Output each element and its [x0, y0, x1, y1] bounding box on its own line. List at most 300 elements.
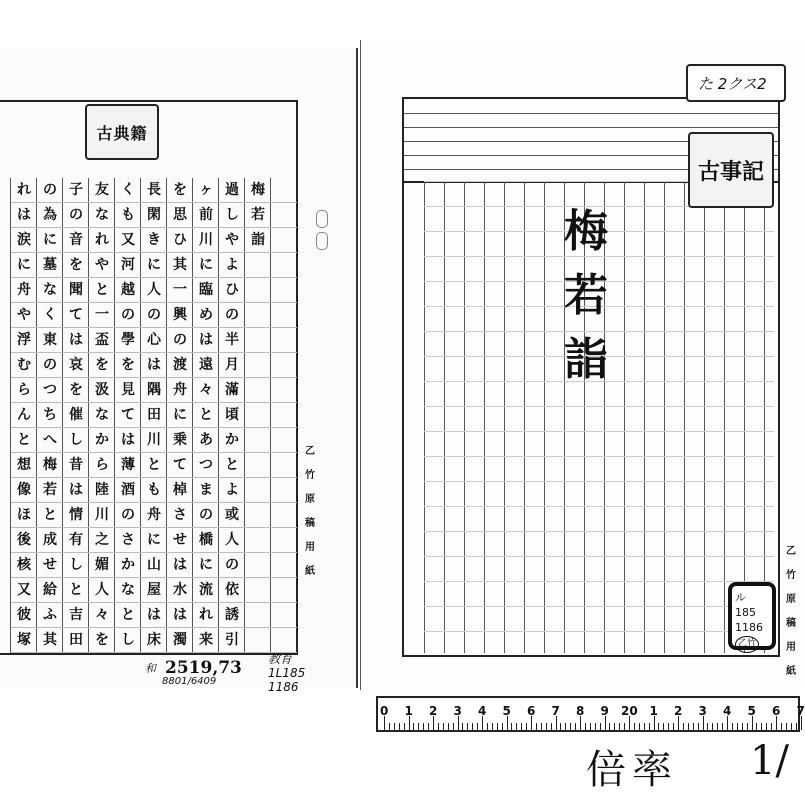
manuscript-cell: 像: [11, 478, 37, 503]
manuscript-cell: [271, 528, 297, 553]
manuscript-cell: な: [89, 203, 115, 228]
manuscript-cell: し: [63, 553, 89, 578]
manuscript-cell: [271, 353, 297, 378]
grid-column-line: [504, 181, 505, 653]
manuscript-cell: ち: [37, 403, 63, 428]
grid-row-line: [424, 581, 774, 582]
ruler-label: 0: [380, 704, 389, 718]
ruler-tick: [531, 716, 532, 730]
manuscript-cell: 音: [63, 228, 89, 253]
text-column: [166, 178, 193, 653]
manuscript-cell: し: [63, 428, 89, 453]
ruler-tick: [619, 723, 620, 730]
manuscript-cell: 催: [63, 403, 89, 428]
ruler-tick: [688, 723, 689, 730]
manuscript-cell: よ: [219, 478, 245, 503]
manuscript-cell: 陸: [89, 478, 115, 503]
manuscript-cell: は: [193, 328, 219, 353]
ruler-tick: [477, 723, 478, 730]
manuscript-cell: 越: [115, 278, 141, 303]
manuscript-cell: 盃: [89, 328, 115, 353]
manuscript-cell: に: [141, 528, 167, 553]
manuscript-cell: の: [115, 503, 141, 528]
manuscript-cell: や: [219, 228, 245, 253]
manuscript-cell: 興: [167, 303, 193, 328]
manuscript-cell: 吉: [63, 603, 89, 628]
ruler-tick: [541, 723, 542, 730]
ruler-tick: [462, 723, 463, 730]
manuscript-cell: て: [167, 453, 193, 478]
manuscript-cell: [245, 553, 271, 578]
grid-row-line: [424, 556, 774, 557]
ruler-tick: [801, 716, 802, 730]
grid-row-line: [424, 456, 774, 457]
paper-maker-char: 乙: [786, 546, 796, 557]
ruler-tick: [580, 716, 581, 730]
ruler-label: 1: [649, 704, 658, 718]
manuscript-cell: [271, 403, 297, 428]
manuscript-cell: [271, 428, 297, 453]
right-paper-maker: [782, 540, 800, 684]
manuscript-cell: 墓: [37, 253, 63, 278]
manuscript-cell: 東: [37, 328, 63, 353]
scale-ruler: [376, 696, 805, 732]
left-text-columns: [0, 178, 296, 653]
manuscript-cell: と: [89, 278, 115, 303]
ruler-tick: [551, 723, 552, 730]
manuscript-cell: と: [141, 453, 167, 478]
ruler-tick: [511, 723, 512, 730]
catalog-prefix: 和: [145, 662, 156, 675]
manuscript-cell: か: [219, 428, 245, 453]
manuscript-cell: は: [167, 603, 193, 628]
manuscript-cell: く: [37, 303, 63, 328]
manuscript-cell: [271, 378, 297, 403]
binding-hole: [316, 232, 328, 250]
manuscript-cell: [245, 578, 271, 603]
manuscript-cell: 思: [167, 203, 193, 228]
ruler-tick: [404, 723, 405, 730]
manuscript-cell: [271, 578, 297, 603]
manuscript-cell: は: [141, 353, 167, 378]
catalog-number: 2519,73: [165, 658, 242, 678]
ruler-tick: [605, 716, 606, 730]
grid-row-line: [424, 506, 774, 507]
ruler-label: 9: [600, 704, 609, 718]
manuscript-cell: に: [193, 253, 219, 278]
manuscript-cell: 河: [115, 253, 141, 278]
manuscript-cell: 聞: [63, 278, 89, 303]
manuscript-cell: き: [141, 228, 167, 253]
manuscript-cell: 前: [193, 203, 219, 228]
text-column: [10, 178, 37, 653]
manuscript-cell: 田: [141, 403, 167, 428]
paper-maker-char: 竹: [305, 470, 315, 481]
manuscript-cell: [271, 278, 297, 303]
manuscript-cell: 一: [89, 303, 115, 328]
manuscript-cell: 山: [141, 553, 167, 578]
manuscript-cell: 閑: [141, 203, 167, 228]
manuscript-cell: [245, 478, 271, 503]
ruler-tick: [560, 723, 561, 730]
manuscript-cell: 橋: [193, 528, 219, 553]
paper-maker-char: 紙: [786, 666, 796, 677]
ruler-tick: [600, 723, 601, 730]
manuscript-cell: 人: [141, 278, 167, 303]
manuscript-cell: ま: [193, 478, 219, 503]
manuscript-cell: [271, 503, 297, 528]
manuscript-cell: 頃: [219, 403, 245, 428]
manuscript-cell: も: [115, 203, 141, 228]
ruler-tick: [423, 723, 424, 730]
text-column: [62, 178, 89, 653]
title-char: 若: [564, 270, 608, 321]
ruler-tick: [668, 723, 669, 730]
ruler-tick: [609, 723, 610, 730]
manuscript-cell: 又: [115, 228, 141, 253]
text-column: [114, 178, 141, 653]
text-column: [140, 178, 167, 653]
ruler-tick: [771, 723, 772, 730]
manuscript-cell: [245, 628, 271, 653]
manuscript-cell: と: [63, 578, 89, 603]
ruler-tick: [585, 723, 586, 730]
manuscript-cell: は: [11, 203, 37, 228]
manuscript-cell: 又: [11, 578, 37, 603]
ruler-tick: [654, 716, 655, 730]
manuscript-cell: は: [63, 478, 89, 503]
manuscript-cell: 川: [193, 228, 219, 253]
sub-number: 8801/6409: [162, 676, 217, 687]
manuscript-cell: 給: [37, 578, 63, 603]
manuscript-cell: の: [219, 303, 245, 328]
text-column: [88, 178, 115, 653]
grid-column-line: [464, 181, 465, 653]
manuscript-cell: 涙: [11, 228, 37, 253]
manuscript-cell: や: [89, 253, 115, 278]
manuscript-cell: 友: [89, 178, 115, 203]
grid-column-line: [704, 181, 705, 653]
ruler-tick: [526, 723, 527, 730]
manuscript-cell: か: [89, 428, 115, 453]
manuscript-cell: 學: [115, 328, 141, 353]
title-char: 詣: [564, 334, 608, 385]
manuscript-cell: 若: [37, 478, 63, 503]
manuscript-cell: せ: [37, 553, 63, 578]
ruler-tick: [698, 723, 699, 730]
paper-maker-char: 竹: [786, 570, 796, 581]
text-column: [218, 178, 245, 653]
ruler-label: 5: [747, 704, 756, 718]
manuscript-cell: を: [63, 253, 89, 278]
manuscript-cell: ヶ: [193, 178, 219, 203]
binding-hole: [316, 210, 328, 228]
ruler-tick: [639, 723, 640, 730]
ruler-tick: [487, 723, 488, 730]
manuscript-cell: [245, 503, 271, 528]
manuscript-cell: 浮: [11, 328, 37, 353]
manuscript-cell: あ: [193, 428, 219, 453]
ruler-tick: [516, 723, 517, 730]
header-rule: [404, 127, 778, 128]
manuscript-cell: か: [115, 553, 141, 578]
catalog-box: [728, 582, 776, 650]
manuscript-cell: む: [11, 353, 37, 378]
ruler-tick: [492, 723, 493, 730]
manuscript-cell: に: [37, 228, 63, 253]
manuscript-cell: [271, 178, 297, 203]
ruler-tick: [507, 716, 508, 730]
manuscript-cell: [245, 403, 271, 428]
manuscript-cell: 子: [63, 178, 89, 203]
ruler-label: 20: [621, 704, 638, 718]
ruler-tick: [766, 723, 767, 730]
library-seal-left: 古典籍: [85, 104, 159, 160]
manuscript-cell: 乗: [167, 428, 193, 453]
manuscript-cell: [245, 378, 271, 403]
grid-row-line: [424, 481, 774, 482]
manuscript-cell: の: [115, 303, 141, 328]
ruler-label: 4: [478, 704, 487, 718]
catalog-stamp: 乙竹: [735, 636, 759, 653]
manuscript-cell: ひ: [167, 228, 193, 253]
manuscript-cell: の: [63, 203, 89, 228]
ruler-tick: [595, 723, 596, 730]
ruler-label: 8: [576, 704, 585, 718]
manuscript-cell: 有: [63, 528, 89, 553]
manuscript-cell: 媚: [89, 553, 115, 578]
manuscript-cell: 彼: [11, 603, 37, 628]
manuscript-cell: 滿: [219, 378, 245, 403]
paper-maker-char: 稿: [305, 518, 315, 529]
manuscript-cell: 其: [37, 628, 63, 653]
ruler-tick: [409, 716, 410, 730]
ruler-tick: [703, 716, 704, 730]
ruler-tick: [717, 723, 718, 730]
ruler-tick: [629, 716, 630, 730]
manuscript-cell: [271, 303, 297, 328]
ruler-label: 5: [502, 704, 511, 718]
manuscript-cell: せ: [167, 528, 193, 553]
ruler-tick: [570, 723, 571, 730]
manuscript-cell: に: [141, 253, 167, 278]
grid-column-line: [684, 181, 685, 653]
ruler-tick: [732, 723, 733, 730]
manuscript-cell: を: [115, 353, 141, 378]
ruler-tick: [521, 723, 522, 730]
manuscript-cell: 後: [11, 528, 37, 553]
ruler-tick: [472, 723, 473, 730]
manuscript-cell: と: [11, 428, 37, 453]
ruler-tick: [497, 723, 498, 730]
manuscript-cell: 田: [63, 628, 89, 653]
manuscript-cell: [245, 528, 271, 553]
manuscript-cell: 長: [141, 178, 167, 203]
manuscript-cell: れ: [11, 178, 37, 203]
ruler-label: 3: [698, 704, 707, 718]
manuscript-cell: [245, 253, 271, 278]
manuscript-cell: 之: [89, 528, 115, 553]
manuscript-cell: 想: [11, 453, 37, 478]
ruler-tick: [384, 716, 385, 730]
manuscript-cell: [271, 228, 297, 253]
manuscript-cell: 過: [219, 178, 245, 203]
ruler-tick: [590, 723, 591, 730]
manuscript-cell: [245, 453, 271, 478]
manuscript-cell: つ: [193, 453, 219, 478]
text-column: [244, 178, 271, 653]
manuscript-cell: 半: [219, 328, 245, 353]
manuscript-cell: 若: [245, 203, 271, 228]
manuscript-cell: 引: [219, 628, 245, 653]
manuscript-cell: を: [89, 628, 115, 653]
manuscript-cell: 々: [193, 378, 219, 403]
ruler-tick: [737, 723, 738, 730]
ruler-tick: [791, 723, 792, 730]
manuscript-cell: な: [37, 278, 63, 303]
manuscript-cell: 臨: [193, 278, 219, 303]
library-seal-right: 古事記: [688, 132, 774, 208]
paper-maker-char: 用: [305, 542, 315, 553]
ruler-tick: [418, 723, 419, 730]
manuscript-cell: [245, 328, 271, 353]
scale-label: 倍率: [586, 747, 678, 793]
manuscript-cell: [245, 603, 271, 628]
ruler-label: 2: [429, 704, 438, 718]
manuscript-cell: 其: [167, 253, 193, 278]
manuscript-cell: 舟: [141, 503, 167, 528]
manuscript-cell: の: [219, 553, 245, 578]
manuscript-cell: 川: [89, 503, 115, 528]
manuscript-cell: 川: [141, 428, 167, 453]
manuscript-cell: な: [89, 403, 115, 428]
manuscript-cell: な: [115, 578, 141, 603]
ruler-tick: [614, 723, 615, 730]
ruler-tick: [678, 716, 679, 730]
manuscript-cell: て: [63, 303, 89, 328]
manuscript-cell: [271, 328, 297, 353]
manuscript-cell: 酒: [115, 478, 141, 503]
ruler-label: 3: [453, 704, 462, 718]
manuscript-cell: 床: [141, 628, 167, 653]
manuscript-cell: [245, 303, 271, 328]
manuscript-cell: れ: [89, 228, 115, 253]
manuscript-cell: 梅: [245, 178, 271, 203]
ruler-tick: [712, 723, 713, 730]
manuscript-cell: と: [193, 403, 219, 428]
ruler-tick: [796, 723, 797, 730]
ruler-tick: [752, 716, 753, 730]
ruler-label: 6: [527, 704, 536, 718]
ruler-tick: [443, 723, 444, 730]
manuscript-cell: れ: [193, 603, 219, 628]
manuscript-cell: し: [219, 203, 245, 228]
ruler-tick: [433, 716, 434, 730]
manuscript-cell: 来: [193, 628, 219, 653]
ruler-tick: [482, 716, 483, 730]
manuscript-cell: 或: [219, 503, 245, 528]
manuscript-cell: 隅: [141, 378, 167, 403]
ruler-tick: [673, 723, 674, 730]
grid-column-line: [724, 181, 725, 653]
ruler-tick: [394, 723, 395, 730]
ruler-tick: [546, 723, 547, 730]
manuscript-cell: [271, 478, 297, 503]
manuscript-cell: は: [141, 603, 167, 628]
ruler-tick: [722, 723, 723, 730]
manuscript-cell: 塚: [11, 628, 37, 653]
manuscript-cell: の: [37, 178, 63, 203]
ruler-label: 4: [723, 704, 732, 718]
ruler-label: 2: [674, 704, 683, 718]
manuscript-cell: く: [115, 178, 141, 203]
manuscript-cell: 昔: [63, 453, 89, 478]
ruler-tick: [575, 723, 576, 730]
ruler-tick: [536, 723, 537, 730]
ruler-tick: [761, 723, 762, 730]
ruler-tick: [776, 716, 777, 730]
ruler-tick: [624, 723, 625, 730]
paper-maker-char: 用: [786, 642, 796, 653]
ruler-tick: [649, 723, 650, 730]
manuscript-cell: 屋: [141, 578, 167, 603]
manuscript-cell: さ: [115, 528, 141, 553]
manuscript-cell: 人: [219, 528, 245, 553]
manuscript-cell: 詣: [245, 228, 271, 253]
manuscript-cell: の: [167, 328, 193, 353]
ruler-tick: [658, 723, 659, 730]
ruler-tick: [707, 723, 708, 730]
left-paper-maker: [300, 440, 320, 584]
manuscript-cell: と: [115, 603, 141, 628]
manuscript-cell: つ: [37, 378, 63, 403]
paper-maker-char: 乙: [305, 446, 315, 457]
text-column: [36, 178, 63, 653]
manuscript-cell: 心: [141, 328, 167, 353]
manuscript-cell: へ: [37, 428, 63, 453]
manuscript-cell: [271, 628, 297, 653]
manuscript-cell: 哀: [63, 353, 89, 378]
manuscript-cell: を: [63, 378, 89, 403]
catalog-line-1: ル 185: [735, 591, 756, 619]
ruler-tick: [453, 723, 454, 730]
ruler-tick: [786, 723, 787, 730]
manuscript-cell: [271, 603, 297, 628]
paper-maker-char: 紙: [305, 566, 315, 577]
manuscript-cell: [245, 278, 271, 303]
grid-row-line: [424, 406, 774, 407]
ruler-tick: [644, 723, 645, 730]
manuscript-cell: [245, 353, 271, 378]
ruler-tick: [389, 723, 390, 730]
manuscript-cell: と: [219, 453, 245, 478]
grid-column-line: [664, 181, 665, 653]
grid-column-line: [444, 181, 445, 653]
manuscript-cell: の: [141, 303, 167, 328]
manuscript-cell: 人: [89, 578, 115, 603]
handwritten-note: 教育 1L185 1186: [268, 652, 306, 694]
paper-maker-char: 原: [305, 494, 315, 505]
ruler-tick: [683, 723, 684, 730]
ruler-tick: [693, 723, 694, 730]
manuscript-cell: 棹: [167, 478, 193, 503]
title-char: 梅: [564, 206, 608, 257]
manuscript-cell: [245, 428, 271, 453]
manuscript-cell: 月: [219, 353, 245, 378]
manuscript-cell: 成: [37, 528, 63, 553]
manuscript-cell: 薄: [115, 453, 141, 478]
manuscript-cell: に: [193, 553, 219, 578]
